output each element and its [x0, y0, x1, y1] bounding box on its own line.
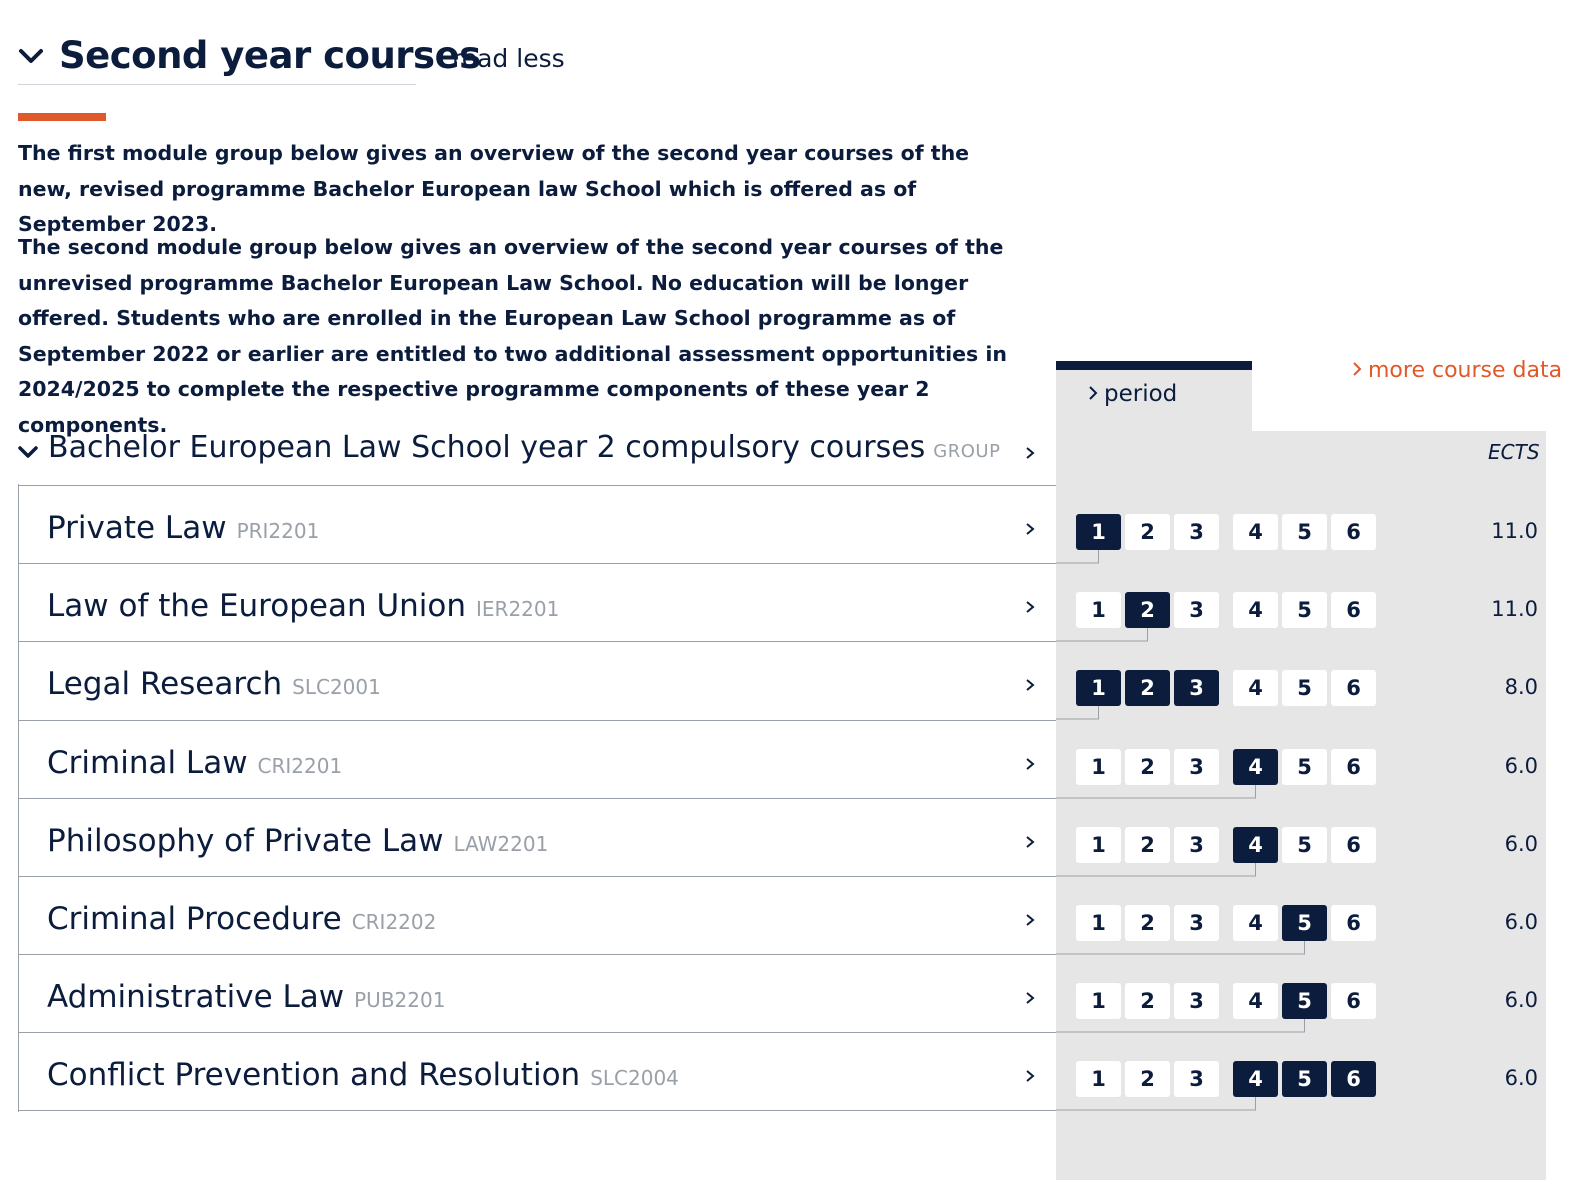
period-4[interactable]: 4 [1233, 670, 1278, 706]
course-name: Legal Research [47, 666, 283, 702]
course-title [47, 1057, 679, 1093]
more-course-data-text: more course data [1368, 358, 1563, 383]
period-3[interactable]: 3 [1174, 905, 1219, 941]
period-tab-text: period [1104, 381, 1178, 407]
period-5[interactable]: 5 [1282, 670, 1327, 706]
course-code: SLC2004 [590, 1066, 679, 1090]
period-4[interactable]: 4 [1233, 983, 1278, 1019]
period-4-active[interactable]: 4 [1233, 1061, 1278, 1097]
period-5[interactable]: 5 [1282, 514, 1327, 550]
course-name: Criminal Procedure [47, 901, 342, 937]
period-1[interactable]: 1 [1076, 983, 1121, 1019]
period-2[interactable]: 2 [1125, 827, 1170, 863]
chevron-right-icon [1024, 1065, 1036, 1087]
more-course-data-link[interactable] [1352, 358, 1562, 383]
course-group-header[interactable] [18, 430, 1048, 482]
period-3[interactable]: 3 [1174, 749, 1219, 785]
course-row[interactable] [19, 954, 1056, 1032]
ects-value: 6.0 [1504, 754, 1538, 778]
chevron-right-icon [1024, 987, 1036, 1009]
ects-value: 6.0 [1504, 988, 1538, 1012]
period-6-active[interactable]: 6 [1331, 1061, 1376, 1097]
accent-bar [18, 113, 106, 121]
chevron-right-icon [1024, 674, 1036, 696]
course-title [47, 666, 381, 702]
course-row[interactable] [19, 641, 1056, 719]
course-row[interactable] [19, 563, 1056, 641]
chevron-right-icon [1352, 360, 1362, 378]
course-name: Law of the European Union [47, 588, 467, 624]
period-4-active[interactable]: 4 [1233, 749, 1278, 785]
course-title [47, 588, 559, 624]
chevron-right-icon [1024, 909, 1036, 931]
course-code: IER2201 [476, 597, 560, 621]
chevron-right-icon [1088, 384, 1098, 402]
period-1[interactable]: 1 [1076, 749, 1121, 785]
intro-paragraph-2: The second module group below gives an overview of the second year courses of the unrevised programme Bachelor European Law School. No education will be longer offered. Students who are enrolled in the European Law School programme as of September 2022 or earlier are entitled to two additional assessment opportunities in 2024/2025 to complete the respective programme components of these year 2 components. [18, 235, 1008, 437]
period-1[interactable]: 1 [1076, 592, 1121, 628]
read-less-link[interactable]: read less [452, 44, 565, 73]
chevron-right-icon [1024, 753, 1036, 775]
course-title [47, 510, 319, 546]
tab-period-label [1088, 381, 1177, 407]
period-5-active[interactable]: 5 [1282, 983, 1327, 1019]
course-row[interactable] [19, 485, 1056, 563]
period-4[interactable]: 4 [1233, 592, 1278, 628]
period-1-active[interactable]: 1 [1076, 514, 1121, 550]
period-5[interactable]: 5 [1282, 749, 1327, 785]
period-5-active[interactable]: 5 [1282, 1061, 1327, 1097]
period-5-active[interactable]: 5 [1282, 905, 1327, 941]
course-title [47, 823, 548, 859]
chevron-right-icon [1024, 831, 1036, 853]
ects-value: 11.0 [1491, 597, 1538, 621]
course-code: SLC2001 [292, 675, 381, 699]
group-title [48, 430, 1000, 465]
course-code: CRI2202 [351, 910, 437, 934]
course-name: Philosophy of Private Law [47, 823, 444, 859]
period-1[interactable]: 1 [1076, 1061, 1121, 1097]
chevron-right-icon [1024, 442, 1036, 464]
course-title [47, 901, 436, 937]
course-name: Private Law [47, 510, 227, 546]
period-3[interactable]: 3 [1174, 592, 1219, 628]
section-heading[interactable] [18, 30, 481, 85]
intro-paragraph-1: The first module group below gives an overview of the second year courses of the new, revised programme Bachelor European law School which is offered as of September 2023. [18, 141, 970, 236]
course-name: Conflict Prevention and Resolution [47, 1057, 581, 1093]
chevron-down-icon [18, 46, 44, 66]
period-2[interactable]: 2 [1125, 749, 1170, 785]
course-code: LAW2201 [453, 832, 549, 856]
period-2[interactable]: 2 [1125, 983, 1170, 1019]
ects-value: 6.0 [1504, 832, 1538, 856]
period-4[interactable]: 4 [1233, 905, 1278, 941]
chevron-right-icon [1024, 596, 1036, 618]
course-code: PRI2201 [236, 519, 320, 543]
ects-header: ECTS [1488, 440, 1540, 464]
period-tab-indicator [1056, 361, 1252, 370]
period-5[interactable]: 5 [1282, 827, 1327, 863]
period-2-active[interactable]: 2 [1125, 670, 1170, 706]
period-6[interactable]: 6 [1331, 592, 1376, 628]
group-title-text: Bachelor European Law School year 2 compulsory courses [48, 430, 926, 465]
period-3-active[interactable]: 3 [1174, 670, 1219, 706]
course-code: CRI2201 [257, 754, 343, 778]
course-title [47, 979, 445, 1015]
course-code: PUB2201 [354, 988, 446, 1012]
course-name: Administrative Law [47, 979, 345, 1015]
ects-value: 11.0 [1491, 519, 1538, 543]
period-6[interactable]: 6 [1331, 749, 1376, 785]
period-3[interactable]: 3 [1174, 1061, 1219, 1097]
period-2-active[interactable]: 2 [1125, 592, 1170, 628]
chevron-down-icon [18, 444, 38, 460]
ects-value: 6.0 [1504, 1066, 1538, 1090]
page-title: Second year courses [59, 34, 481, 77]
period-6[interactable]: 6 [1331, 514, 1376, 550]
period-1[interactable]: 1 [1076, 827, 1121, 863]
course-title [47, 745, 342, 781]
period-1-active[interactable]: 1 [1076, 670, 1121, 706]
course-name: Criminal Law [47, 745, 248, 781]
period-2[interactable]: 2 [1125, 1061, 1170, 1097]
period-6[interactable]: 6 [1331, 827, 1376, 863]
period-3[interactable]: 3 [1174, 827, 1219, 863]
period-2[interactable]: 2 [1125, 514, 1170, 550]
period-6[interactable]: 6 [1331, 905, 1376, 941]
group-tag: GROUP [933, 441, 1001, 462]
course-row[interactable] [19, 798, 1056, 876]
course-row[interactable] [19, 1032, 1056, 1111]
period-3[interactable]: 3 [1174, 983, 1219, 1019]
period-6[interactable]: 6 [1331, 670, 1376, 706]
period-3[interactable]: 3 [1174, 514, 1219, 550]
ects-value: 8.0 [1504, 675, 1538, 699]
chevron-right-icon [1024, 518, 1036, 540]
period-5[interactable]: 5 [1282, 592, 1327, 628]
period-2[interactable]: 2 [1125, 905, 1170, 941]
period-4-active[interactable]: 4 [1233, 827, 1278, 863]
course-row[interactable] [19, 876, 1056, 954]
period-4[interactable]: 4 [1233, 514, 1278, 550]
period-6[interactable]: 6 [1331, 983, 1376, 1019]
tab-period[interactable] [1056, 370, 1252, 432]
course-row[interactable] [19, 720, 1056, 798]
period-1[interactable]: 1 [1076, 905, 1121, 941]
ects-value: 6.0 [1504, 910, 1538, 934]
